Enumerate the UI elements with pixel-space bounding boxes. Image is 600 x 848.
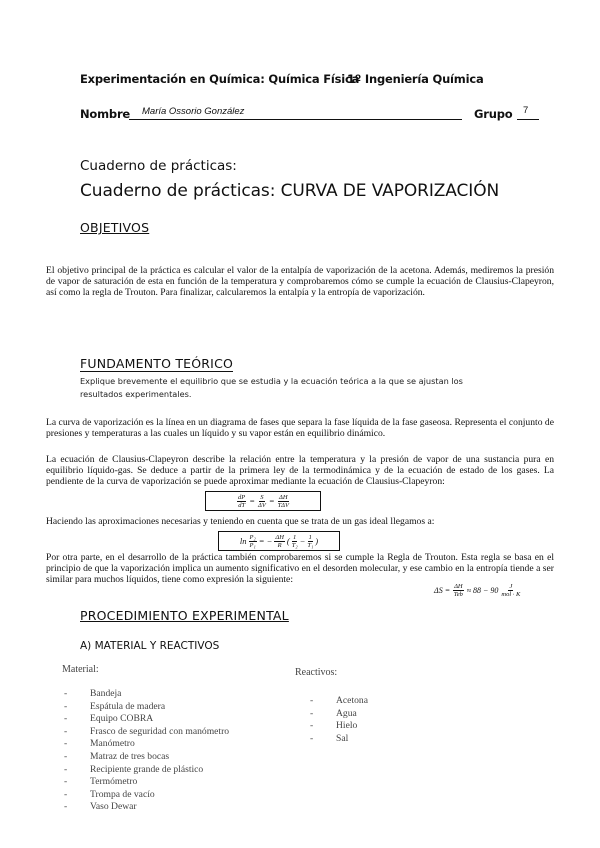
doc-subtitle: Cuaderno de prácticas: (80, 158, 237, 174)
group-label: Grupo (474, 107, 513, 121)
eq1-frac-right: $\frac{\Delta H}{\text{TΔV}}$ (277, 493, 289, 509)
list-item: - Termómetro (64, 776, 229, 789)
list-item: - Manómetro (64, 738, 229, 751)
list-item: - Trompa de vacío (64, 789, 229, 802)
list-item: - Agua (310, 708, 368, 721)
fundamento-p3: Haciendo las aproximaciones necesarias y teniendo en cuenta que se trata de un gas ideal llegamos a: (46, 516, 435, 527)
trouton-equation: ΔS = $\frac{\Delta H}{\text{Teb}}$ ≈ 88 − 90 $\frac{J}{\text{mol · K}}$ (434, 582, 521, 598)
eq1-frac-mid: $\frac{S}{\Delta V}$ (258, 493, 266, 509)
list-item: - Hielo (310, 720, 368, 733)
integrated-clausius-clapeyron-equation: ln $\frac{\text{P₂}}{\text{P₁}}$ = − $\frac{\Delta H}{R}$ ( $\frac{1}{\text{T₂}}$ − $\frac{1}{\text{T₁}}$ ) (218, 531, 340, 551)
group-value: 7 (523, 105, 529, 116)
name-underline (129, 119, 462, 120)
fundamento-instruction: Explique brevemente el equilibrio que se estudia y la ecuación teórica a la que se ajustan los resultados experimentales. (80, 376, 463, 399)
list-item: - Equipo COBRA (64, 713, 229, 726)
list-item: - Recipiente grande de plástico (64, 764, 229, 777)
fundamento-p2: La ecuación de Clausius-Clapeyron describe la relación entre la temperatura y la presión de vapor de una sustancia pura en equilibrio líquido-gas. Se deduce a partir de la primera ley de la termodinámica y de la ecuación de estado de los gases. La pendiente de la curva de vaporización se puede aproximar mediante la ecuación de Clausius-Clapeyron: (46, 454, 554, 488)
objetivos-heading: OBJETIVOS (80, 220, 150, 235)
list-item: - Frasco de seguridad con manómetro (64, 726, 229, 739)
list-item: - Espátula de madera (64, 701, 229, 714)
reactivos-list (310, 695, 368, 745)
list-item: - Bandeja (64, 688, 229, 701)
name-value: María Ossorio González (142, 106, 245, 117)
material-reactivos-subheading: A) MATERIAL Y REACTIVOS (80, 640, 220, 652)
degree-label: 1º Ingeniería Química (347, 72, 484, 86)
fundamento-p1: La curva de vaporización es la línea en un diagrama de fases que separa la fase líquida de la fase gaseosa. Representa el conjunto de presiones y temperaturas a las cuales un líquido y su vapor están en equilibrio dinámico. (46, 417, 554, 440)
list-item: - Acetona (310, 695, 368, 708)
fundamento-heading: FUNDAMENTO TEÓRICO (80, 356, 234, 371)
reactivos-label: Reactivos: (295, 667, 338, 678)
clausius-clapeyron-equation: $\frac{dP}{dT}$ = $\frac{S}{\Delta V}$ = $\frac{\Delta H}{\text{TΔV}}$ (205, 491, 321, 511)
name-label: Nombre (80, 107, 131, 121)
course-title: Experimentación en Química: Química Física (80, 72, 360, 86)
objetivos-text: El objetivo principal de la práctica es calcular el valor de la entalpía de vaporización de la acetona. Además, mediremos la presión de vapor de saturación de esta en función de la temperatura y comprobaremos cómo se cumple la ecuación de Clausius-Clapeyron, así como la regla de Trouton. Para finalizar, calcularemos la entalpía y la entropía de vaporización. (46, 265, 554, 299)
list-item: - Matraz de tres bocas (64, 751, 229, 764)
fundamento-p4: Por otra parte, en el desarrollo de la práctica también comprobaremos si se cumple la Regla de Trouton. Esta regla se basa en el principio de que la vaporización implica un aumento significativo en el desorden molecular, y ese cambio en la entropía tiende a ser similar para muchos líquidos, tiene como expresión la siguiente: (46, 552, 554, 586)
list-item: - Sal (310, 733, 368, 746)
group-underline (517, 119, 539, 120)
list-item: - Vaso Dewar (64, 801, 229, 814)
page-title: Cuaderno de prácticas: CURVA DE VAPORIZACIÓN (80, 181, 500, 201)
eq1-frac-left: $\frac{dP}{dT}$ (238, 493, 246, 509)
material-label: Material: (62, 664, 99, 675)
procedimiento-heading: PROCEDIMIENTO EXPERIMENTAL (80, 608, 289, 623)
material-list (64, 688, 229, 814)
